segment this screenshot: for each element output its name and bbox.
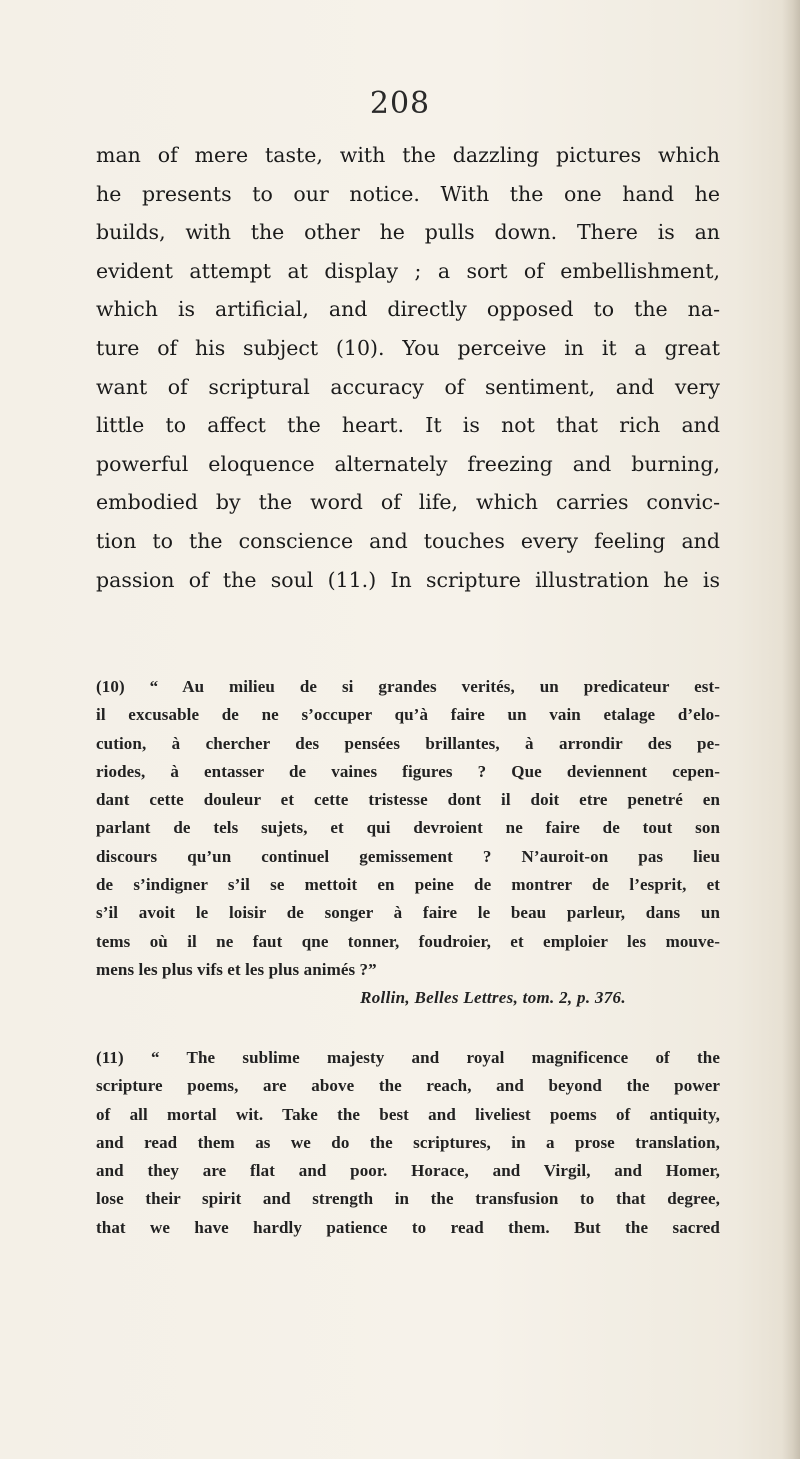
text-line: tion to the conscience and touches every feeling and <box>96 528 720 553</box>
footnote-11 <box>96 1044 720 1242</box>
footnote-10 <box>96 673 720 1013</box>
text-line: little to affect the heart. It is not that rich and <box>96 413 720 438</box>
footnote-line: dant cette douleur et cette tristesse dont il doit etre penetré en <box>96 790 720 810</box>
text-line: man of mere taste, with the dazzling pictures which <box>96 143 720 167</box>
text-line: evident attempt at display ; a sort of embellishment, <box>96 258 720 283</box>
footnote-line: (11) “ The sublime majesty and royal magnificence of the <box>96 1048 720 1067</box>
footnote-line: mens les plus vifs et les plus animés ?” <box>96 959 377 979</box>
footnote-line: discours qu’un continuel gemissement ? N’auroit-on pas lieu <box>96 846 720 866</box>
page-number: 208 <box>369 86 431 121</box>
text-line: passion of the soul (11.) In scripture illustration he is <box>96 567 720 592</box>
text-line: which is artificial, and directly opposed to the na- <box>96 297 720 322</box>
footnote-line: s’il avoit le loisir de songer à faire le beau parleur, dans un <box>96 903 720 923</box>
footnote-citation: Rollin, Belles Lettres, tom. 2, p. 376. <box>360 988 626 1008</box>
page-edge-shadow <box>782 0 800 1459</box>
text-line: ture of his subject (10). You perceive in it a great <box>96 335 720 360</box>
footnote-line: of all mortal wit. Take the best and liveliest poems of antiquity, <box>96 1104 720 1124</box>
footnote-line: il excusable de ne s’occuper qu’à faire un vain etalage d’elo- <box>96 705 720 725</box>
footnote-line: scripture poems, are above the reach, and beyond the power <box>96 1076 720 1096</box>
footnote-line: and read them as we do the scriptures, in a prose translation, <box>96 1132 720 1152</box>
text-line: want of scriptural accuracy of sentiment, and very <box>96 374 720 399</box>
footnote-line: cution, à chercher des pensées brillantes, à arrondir des pe- <box>96 733 720 753</box>
text-line: embodied by the word of life, which carries convic- <box>96 490 720 515</box>
footnote-line: and they are flat and poor. Horace, and Virgil, and Homer, <box>96 1161 720 1181</box>
text-line: powerful eloquence alternately freezing and burning, <box>96 451 720 476</box>
footnote-line: de s’indigner s’il se mettoit en peine de montrer de l’esprit, et <box>96 875 720 895</box>
text-line: he presents to our notice. With the one hand he <box>96 181 720 206</box>
footnote-line: riodes, à entasser de vaines figures ? Que deviennent cepen- <box>96 761 720 781</box>
main-text <box>96 136 720 599</box>
footnote-line: tems où il ne faut qne tonner, foudroier, et emploier les mouve- <box>96 931 720 951</box>
footnote-line: parlant de tels sujets, et qui devroient ne faire de tout son <box>96 818 720 838</box>
footnote-line: lose their spirit and strength in the transfusion to that degree, <box>96 1189 720 1209</box>
footnote-line: (10) “ Au milieu de si grandes verités, un predicateur est- <box>96 677 720 696</box>
text-line: builds, with the other he pulls down. There is an <box>96 220 720 245</box>
footnote-line: that we have hardly patience to read them. But the sacred <box>96 1217 720 1237</box>
